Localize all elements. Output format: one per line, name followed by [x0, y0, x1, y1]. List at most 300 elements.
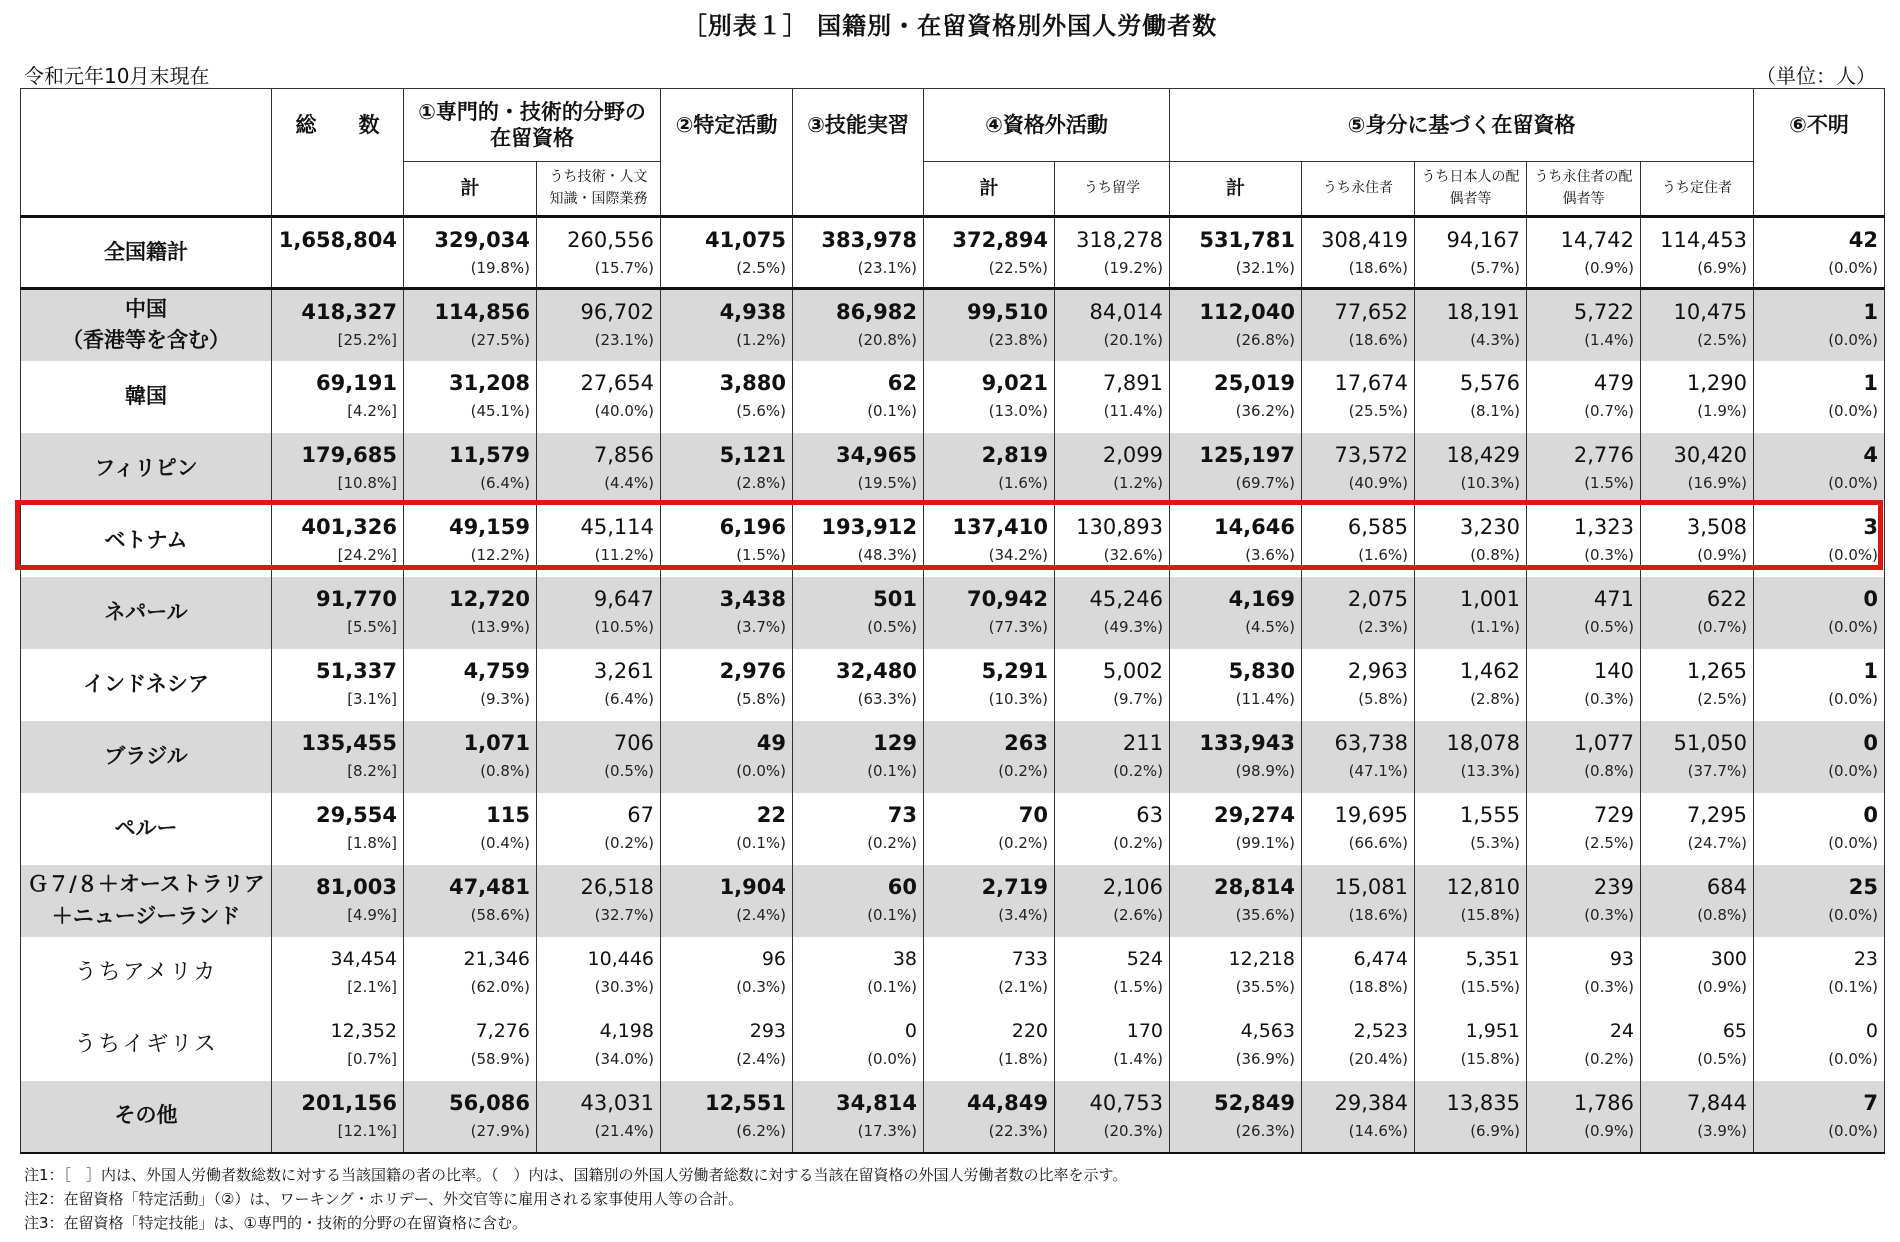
- data-cell: [1527, 433, 1641, 505]
- data-cell: [924, 577, 1055, 649]
- data-cell: [661, 577, 793, 649]
- cell-value: 44,849: [966, 1090, 1048, 1115]
- cell-value: 318,278: [1076, 228, 1163, 252]
- data-cell: [1527, 937, 1641, 1009]
- cell-ratio: (15.7%): [594, 259, 654, 277]
- data-cell: [1527, 865, 1641, 937]
- table-row: [21, 577, 1885, 649]
- cell-ratio: (11.2%): [594, 545, 654, 564]
- cell-value: 43,031: [580, 1090, 654, 1115]
- data-cell: [1170, 577, 1302, 649]
- data-cell: [1055, 937, 1170, 1009]
- table-row: [21, 937, 1885, 1009]
- data-cell: [1170, 865, 1302, 937]
- row-label: ブラジル: [21, 721, 272, 793]
- header-cat1: ①専門的・技術的分野の在留資格: [404, 89, 661, 162]
- data-cell: [1754, 793, 1885, 865]
- data-cell: [1302, 721, 1415, 793]
- data-cell: [272, 1081, 404, 1153]
- data-cell: [537, 721, 661, 793]
- cell-value: 5,291: [981, 658, 1048, 683]
- cell-value: 5,576: [1459, 370, 1520, 395]
- cell-value: 45,246: [1089, 586, 1163, 611]
- data-cell: [1415, 289, 1527, 361]
- cell-ratio: (2.5%): [736, 259, 786, 277]
- cell-ratio: (0.1%): [867, 905, 917, 924]
- cell-ratio: (47.1%): [1348, 761, 1408, 780]
- cell-ratio: (0.2%): [998, 761, 1048, 780]
- cell-ratio: (1.5%): [1113, 977, 1163, 996]
- cell-value: 115: [486, 802, 530, 827]
- cell-ratio: (77.3%): [988, 617, 1048, 636]
- data-cell: [924, 721, 1055, 793]
- cell-ratio: (32.1%): [1235, 259, 1295, 277]
- data-cell: [1754, 577, 1885, 649]
- cell-value: 220: [1011, 1019, 1048, 1042]
- cell-value: 26,518: [580, 874, 654, 899]
- cell-value: 51,337: [315, 658, 397, 683]
- data-cell: [272, 217, 404, 289]
- data-cell: [1170, 649, 1302, 721]
- cell-value: 1: [1863, 658, 1878, 683]
- workers-table: [20, 88, 1885, 1154]
- cell-ratio: (12.2%): [470, 545, 530, 564]
- cell-ratio: (45.1%): [470, 401, 530, 420]
- table-row: [21, 793, 1885, 865]
- table-row: [21, 217, 1885, 289]
- cell-value: 1,951: [1465, 1019, 1520, 1042]
- cell-ratio: (2.5%): [1584, 833, 1634, 852]
- data-cell: [272, 505, 404, 577]
- note-1: 注1：［ ］内は、外国人労働者数総数に対する当該国籍の者の比率。（ ）内は、国籍別の外国人労働者総数に対する当該在留資格の外国人労働者数の比率を示す。: [24, 1166, 1128, 1184]
- cell-ratio: (0.2%): [1584, 1049, 1634, 1068]
- data-cell: [1055, 649, 1170, 721]
- data-cell: [1302, 217, 1415, 289]
- cell-value: 7,856: [593, 442, 654, 467]
- cell-value: 9,021: [981, 370, 1048, 395]
- data-cell: [661, 721, 793, 793]
- cell-ratio: (18.8%): [1348, 977, 1408, 996]
- table-body: [21, 217, 1885, 1153]
- data-cell: [793, 793, 924, 865]
- data-cell: [793, 433, 924, 505]
- data-cell: [404, 865, 537, 937]
- data-cell: [1415, 361, 1527, 433]
- cell-value: 14,742: [1560, 228, 1634, 252]
- cell-ratio: (10.3%): [1460, 473, 1520, 492]
- header-cat5-total: 計: [1170, 162, 1302, 217]
- cell-value: 63,738: [1334, 730, 1408, 755]
- cell-ratio: (0.0%): [736, 761, 786, 780]
- cell-ratio: (0.5%): [867, 617, 917, 636]
- data-cell: [1641, 793, 1754, 865]
- table-row: [21, 289, 1885, 361]
- cell-value: 170: [1126, 1019, 1163, 1042]
- cell-value: 2,976: [719, 658, 786, 683]
- cell-ratio: (17.3%): [857, 1121, 917, 1140]
- data-cell: [537, 793, 661, 865]
- data-cell: [793, 937, 924, 1009]
- cell-value: 1,071: [463, 730, 530, 755]
- data-cell: [661, 217, 793, 289]
- cell-ratio: (3.4%): [998, 905, 1048, 924]
- note-2: 注2：在留資格「特定活動」（②）は、ワーキング・ホリデー、外交官等に雇用される家事使用人等の合計。: [24, 1190, 744, 1208]
- cell-value: 73: [887, 802, 917, 827]
- cell-ratio: (6.9%): [1697, 259, 1747, 277]
- cell-ratio: (40.9%): [1348, 473, 1408, 492]
- cell-ratio: (15.8%): [1460, 905, 1520, 924]
- data-cell: [1302, 937, 1415, 1009]
- data-cell: [1302, 793, 1415, 865]
- data-cell: [1055, 217, 1170, 289]
- cell-ratio: (2.5%): [1697, 689, 1747, 708]
- cell-value: 1,462: [1459, 658, 1520, 683]
- cell-value: 179,685: [301, 442, 397, 467]
- data-cell: [793, 721, 924, 793]
- cell-ratio: (1.8%): [998, 1049, 1048, 1068]
- cell-value: 137,410: [952, 514, 1048, 539]
- cell-ratio: (62.0%): [470, 977, 530, 996]
- cell-value: 3,508: [1686, 514, 1747, 539]
- cell-ratio: (14.6%): [1348, 1121, 1408, 1140]
- cell-ratio: (34.0%): [594, 1049, 654, 1068]
- cell-value: 5,002: [1102, 658, 1163, 683]
- cell-value: 60: [887, 874, 917, 899]
- cell-value: 401,326: [301, 514, 397, 539]
- data-cell: [1754, 1081, 1885, 1153]
- data-cell: [924, 1009, 1055, 1081]
- cell-ratio: (58.6%): [470, 905, 530, 924]
- cell-value: 12,352: [330, 1019, 397, 1042]
- cell-value: 18,429: [1446, 442, 1520, 467]
- cell-value: 5,351: [1465, 947, 1520, 970]
- cell-ratio: (0.0%): [1828, 833, 1878, 852]
- cell-ratio: (0.0%): [1828, 331, 1878, 349]
- cell-value: 383,978: [821, 228, 917, 252]
- data-cell: [537, 649, 661, 721]
- data-cell: [1055, 721, 1170, 793]
- cell-ratio: (0.0%): [1828, 905, 1878, 924]
- row-label: インドネシア: [21, 649, 272, 721]
- cell-ratio: [12.1%]: [337, 1121, 397, 1140]
- cell-ratio: (0.0%): [1828, 1121, 1878, 1140]
- data-cell: [1415, 793, 1527, 865]
- cell-ratio: (49.3%): [1103, 617, 1163, 636]
- cell-ratio: (1.5%): [1584, 473, 1634, 492]
- cell-value: 86,982: [835, 300, 917, 324]
- data-cell: [793, 1081, 924, 1153]
- cell-ratio: [24.2%]: [337, 545, 397, 564]
- cell-ratio: (0.0%): [1828, 689, 1878, 708]
- data-cell: [537, 433, 661, 505]
- data-cell: [404, 289, 537, 361]
- footnotes: [24, 1163, 1127, 1235]
- cell-value: 73,572: [1334, 442, 1408, 467]
- cell-value: 6,196: [719, 514, 786, 539]
- data-cell: [272, 1009, 404, 1081]
- cell-ratio: (18.6%): [1348, 259, 1408, 277]
- cell-value: 99,510: [966, 300, 1048, 324]
- cell-ratio: (18.6%): [1348, 331, 1408, 349]
- as-of-date: 令和元年10月末現在: [24, 64, 210, 88]
- cell-value: 32,480: [835, 658, 917, 683]
- cell-ratio: (0.9%): [1584, 1121, 1634, 1140]
- cell-ratio: (0.1%): [867, 977, 917, 996]
- cell-ratio: (21.4%): [594, 1121, 654, 1140]
- cell-ratio: (10.5%): [594, 617, 654, 636]
- cell-value: 84,014: [1089, 300, 1163, 324]
- cell-value: 1,658,804: [278, 228, 397, 252]
- cell-ratio: (5.6%): [736, 401, 786, 420]
- cell-value: 30,420: [1673, 442, 1747, 467]
- cell-ratio: (98.9%): [1235, 761, 1295, 780]
- cell-ratio: [1.8%]: [347, 833, 397, 852]
- header-cat2-blank: [661, 162, 793, 217]
- cell-value: 22: [756, 802, 786, 827]
- cell-ratio: (32.6%): [1103, 545, 1163, 564]
- data-cell: [1170, 361, 1302, 433]
- cell-value: 0: [1863, 730, 1878, 755]
- data-cell: [1302, 649, 1415, 721]
- cell-value: 94,167: [1446, 228, 1520, 252]
- data-cell: [537, 1009, 661, 1081]
- data-cell: [1170, 433, 1302, 505]
- data-cell: [1527, 793, 1641, 865]
- cell-value: 11,579: [448, 442, 530, 467]
- cell-value: 62: [887, 370, 917, 395]
- data-cell: [1415, 433, 1527, 505]
- cell-value: 34,814: [835, 1090, 917, 1115]
- cell-ratio: (63.3%): [857, 689, 917, 708]
- data-cell: [1170, 505, 1302, 577]
- cell-value: 1: [1863, 300, 1878, 324]
- cell-ratio: (27.9%): [470, 1121, 530, 1140]
- cell-ratio: (26.3%): [1235, 1121, 1295, 1140]
- cell-ratio: (4.5%): [1245, 617, 1295, 636]
- cell-ratio: (6.4%): [480, 473, 530, 492]
- cell-ratio: (0.4%): [480, 833, 530, 852]
- cell-value: 706: [613, 730, 654, 755]
- cell-value: 17,674: [1334, 370, 1408, 395]
- data-cell: [924, 433, 1055, 505]
- data-cell: [1527, 505, 1641, 577]
- data-cell: [1641, 649, 1754, 721]
- data-cell: [272, 289, 404, 361]
- data-cell: [1170, 1081, 1302, 1153]
- cell-ratio: (5.8%): [736, 689, 786, 708]
- data-cell: [404, 793, 537, 865]
- cell-value: 47,481: [448, 874, 530, 899]
- row-label: ベトナム: [21, 505, 272, 577]
- cell-ratio: (27.5%): [470, 331, 530, 349]
- cell-value: 239: [1593, 874, 1634, 899]
- cell-ratio: (6.4%): [604, 689, 654, 708]
- cell-value: 9,647: [593, 586, 654, 611]
- data-cell: [793, 649, 924, 721]
- data-cell: [272, 433, 404, 505]
- cell-ratio: (35.6%): [1235, 905, 1295, 924]
- data-cell: [924, 361, 1055, 433]
- cell-value: 21,346: [463, 947, 530, 970]
- cell-ratio: (0.2%): [867, 833, 917, 852]
- cell-ratio: (0.8%): [480, 761, 530, 780]
- data-cell: [661, 793, 793, 865]
- data-cell: [1641, 289, 1754, 361]
- cell-ratio: (0.2%): [1113, 761, 1163, 780]
- cell-value: 1,265: [1686, 658, 1747, 683]
- cell-value: 263: [1004, 730, 1048, 755]
- cell-value: 81,003: [315, 874, 397, 899]
- data-cell: [661, 649, 793, 721]
- cell-value: 260,556: [567, 228, 654, 252]
- data-cell: [537, 361, 661, 433]
- cell-ratio: (1.5%): [736, 545, 786, 564]
- cell-ratio: (22.5%): [988, 259, 1048, 277]
- data-cell: [924, 289, 1055, 361]
- data-cell: [1641, 1009, 1754, 1081]
- cell-ratio: (36.9%): [1235, 1049, 1295, 1068]
- table-row: [21, 361, 1885, 433]
- cell-ratio: (1.6%): [1358, 545, 1408, 564]
- cell-value: 69,191: [315, 370, 397, 395]
- data-cell: [1527, 289, 1641, 361]
- cell-value: 7,276: [475, 1019, 530, 1042]
- data-cell: [924, 505, 1055, 577]
- cell-ratio: (0.1%): [736, 833, 786, 852]
- cell-value: 114,453: [1660, 228, 1747, 252]
- table-row: [21, 649, 1885, 721]
- data-cell: [272, 361, 404, 433]
- cell-value: 96: [761, 947, 786, 970]
- cell-ratio: [5.5%]: [347, 617, 397, 636]
- data-cell: [404, 433, 537, 505]
- cell-value: 2,719: [981, 874, 1048, 899]
- data-cell: [661, 505, 793, 577]
- cell-value: 2,776: [1573, 442, 1634, 467]
- data-cell: [537, 937, 661, 1009]
- header-cat6-blank: [1754, 162, 1885, 217]
- cell-ratio: (0.8%): [1697, 905, 1747, 924]
- cell-value: 34,965: [835, 442, 917, 467]
- cell-value: 14,646: [1213, 514, 1295, 539]
- data-cell: [924, 649, 1055, 721]
- cell-ratio: (0.8%): [1470, 545, 1520, 564]
- cell-ratio: (1.4%): [1584, 331, 1634, 349]
- cell-ratio: (30.3%): [594, 977, 654, 996]
- cell-ratio: (0.0%): [1828, 545, 1878, 564]
- header-cat1-total: 計: [404, 162, 537, 217]
- cell-ratio: (0.1%): [867, 761, 917, 780]
- data-cell: [1415, 937, 1527, 1009]
- data-cell: [793, 865, 924, 937]
- row-label: 全国籍計: [21, 217, 272, 289]
- table-row: [21, 505, 1885, 577]
- cell-ratio: (0.3%): [736, 977, 786, 996]
- cell-ratio: (0.2%): [998, 833, 1048, 852]
- cell-value: 29,274: [1213, 802, 1295, 827]
- cell-ratio: [0.7%]: [347, 1049, 397, 1068]
- table-row: [21, 721, 1885, 793]
- cell-ratio: (0.3%): [1584, 689, 1634, 708]
- header-corner: [21, 89, 272, 217]
- cell-ratio: (0.0%): [1828, 401, 1878, 420]
- cell-value: 23: [1853, 947, 1878, 970]
- table-row: [21, 433, 1885, 505]
- header-cat3: ③技能実習: [793, 89, 924, 162]
- cell-ratio: (23.8%): [988, 331, 1048, 349]
- data-cell: [1527, 1081, 1641, 1153]
- cell-value: 1,555: [1459, 802, 1520, 827]
- cell-ratio: (19.8%): [470, 259, 530, 277]
- cell-ratio: (1.2%): [1113, 473, 1163, 492]
- cell-ratio: (0.2%): [1113, 833, 1163, 852]
- cell-ratio: (20.8%): [857, 331, 917, 349]
- cell-value: 31,208: [448, 370, 530, 395]
- cell-ratio: (20.3%): [1103, 1121, 1163, 1140]
- cell-value: 7,295: [1686, 802, 1747, 827]
- cell-ratio: (3.9%): [1697, 1121, 1747, 1140]
- data-cell: [1170, 937, 1302, 1009]
- cell-ratio: (4.3%): [1470, 331, 1520, 349]
- cell-value: 4,169: [1228, 586, 1295, 611]
- header-cat4: ④資格外活動: [924, 89, 1170, 162]
- data-cell: [924, 793, 1055, 865]
- row-label: うちアメリカ: [21, 937, 272, 1009]
- cell-ratio: (15.5%): [1460, 977, 1520, 996]
- data-cell: [1055, 793, 1170, 865]
- cell-value: 471: [1593, 586, 1634, 611]
- data-cell: [537, 1081, 661, 1153]
- cell-ratio: (2.6%): [1113, 905, 1163, 924]
- cell-value: 1,290: [1686, 370, 1747, 395]
- data-cell: [1641, 1081, 1754, 1153]
- cell-ratio: [2.1%]: [347, 977, 397, 996]
- cell-value: 125,197: [1199, 442, 1295, 467]
- cell-ratio: (0.0%): [867, 1049, 917, 1068]
- header-cat5: ⑤身分に基づく在留資格: [1170, 89, 1754, 162]
- header-cat4-total: 計: [924, 162, 1055, 217]
- cell-value: 729: [1593, 802, 1634, 827]
- cell-value: 29,554: [315, 802, 397, 827]
- data-cell: [1527, 721, 1641, 793]
- data-cell: [404, 1009, 537, 1081]
- cell-value: 524: [1126, 947, 1163, 970]
- cell-value: 63: [1136, 802, 1163, 827]
- cell-value: 501: [873, 586, 917, 611]
- cell-ratio: (19.5%): [857, 473, 917, 492]
- cell-ratio: (35.5%): [1235, 977, 1295, 996]
- cell-value: 1,786: [1573, 1090, 1634, 1115]
- cell-ratio: (0.1%): [1828, 977, 1878, 996]
- cell-value: 4,563: [1240, 1019, 1295, 1042]
- cell-value: 77,652: [1334, 300, 1408, 324]
- cell-value: 96,702: [580, 300, 654, 324]
- cell-ratio: (10.3%): [988, 689, 1048, 708]
- data-cell: [661, 937, 793, 1009]
- cell-value: 12,810: [1446, 874, 1520, 899]
- data-cell: [1754, 937, 1885, 1009]
- data-cell: [404, 505, 537, 577]
- data-cell: [661, 865, 793, 937]
- cell-ratio: (0.2%): [604, 833, 654, 852]
- cell-ratio: (66.6%): [1348, 833, 1408, 852]
- data-cell: [1415, 649, 1527, 721]
- cell-ratio: (0.0%): [1828, 473, 1878, 492]
- data-cell: [404, 937, 537, 1009]
- cell-value: 91,770: [315, 586, 397, 611]
- data-cell: [404, 721, 537, 793]
- header-cat5-spouse-permanent: うち永住者の配偶者等: [1527, 162, 1641, 217]
